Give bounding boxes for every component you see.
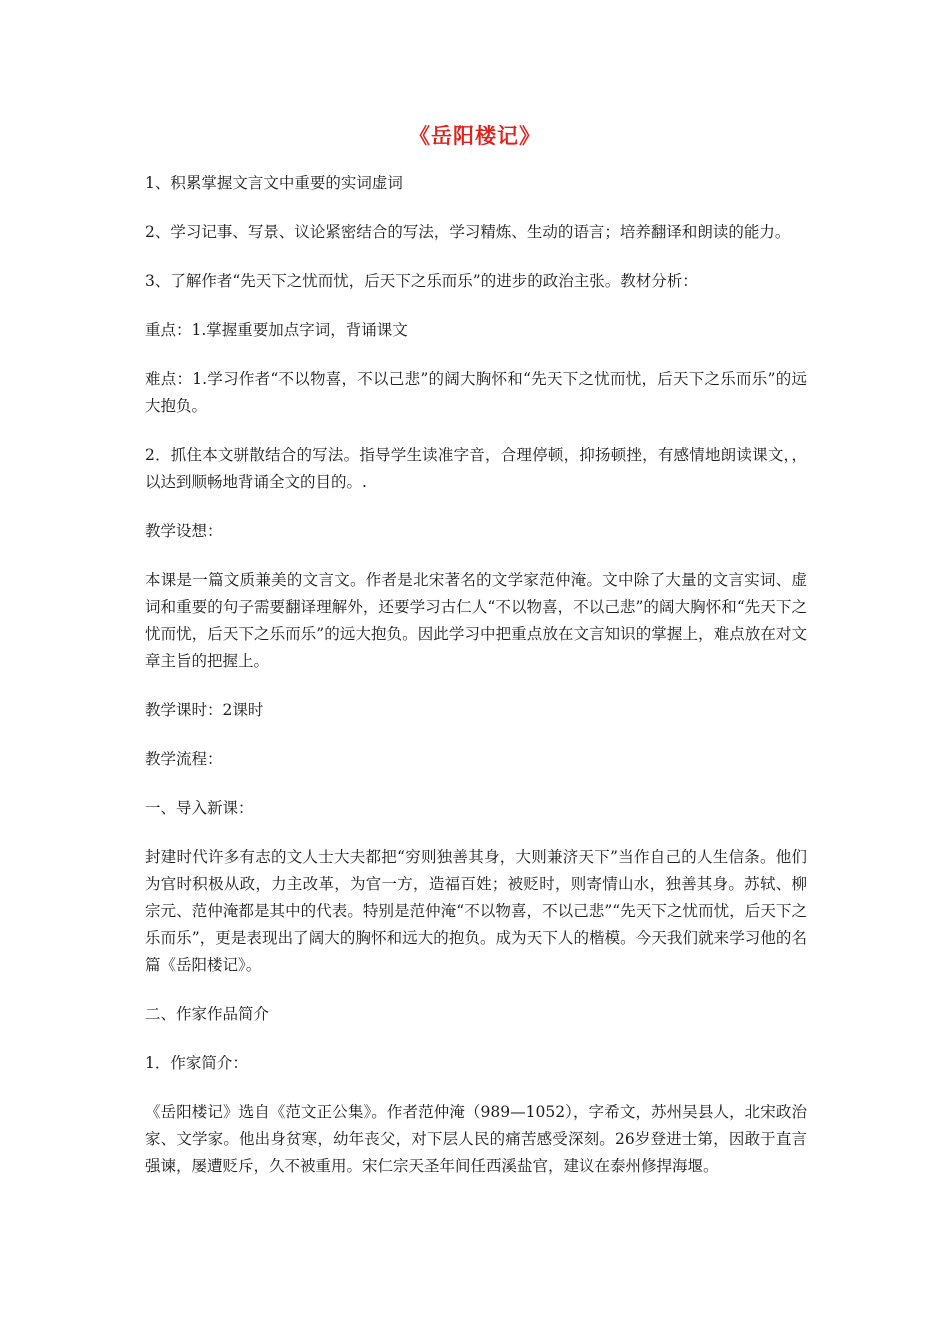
heading-teaching-process: 教学流程： xyxy=(145,750,223,768)
heading-author-works: 二、作家作品简介 xyxy=(145,1005,270,1023)
paragraph-objective-1: 1、积累掌握文言文中重要的实词虚词 xyxy=(145,174,403,192)
document-body xyxy=(145,170,807,1202)
paragraph-class-hours: 教学课时：2课时 xyxy=(145,701,264,719)
paragraph-author-intro: 《岳阳楼记》选自《范文正公集》。作者范仲淹（989—1052），字希文，苏州吴县人，北宋政治家、文学家。他出身贫寒，幼年丧父，对下层人民的痛苦感受深刻。26岁登进士第，因敢于直言强谏，屡遭贬斥，久不被重用。宋仁宗天圣年间任西溪盐官，建议在泰州修捍海堰。 xyxy=(145,1103,807,1175)
paragraph-introduction: 封建时代许多有志的文人士大夫都把“穷则独善其身，大则兼济天下”当作自己的人生信条。他们为官时积极从政，力主改革，为官一方，造福百姓；被贬时，则寄情山水，独善其身。苏轼、柳宗元、范仲淹都是其中的代表。特别是范仲淹“不以物喜，不以己悲”“先天下之忧而忧，后天下之乐而乐”，更是表现出了阔大的胸怀和远大的抱负。成为天下人的楷模。今天我们就来学习他的名篇《岳阳楼记》。 xyxy=(145,848,807,974)
paragraph-objective-3: 3、了解作者“先天下之忧而忧，后天下之乐而乐”的进步的政治主张。教材分析： xyxy=(145,272,698,290)
document-title: 《岳阳楼记》 xyxy=(409,124,541,148)
heading-teaching-idea: 教学设想： xyxy=(145,522,223,540)
heading-introduction: 一、导入新课： xyxy=(145,799,254,817)
paragraph-key-points: 重点：1.掌握重要加点字词，背诵课文 xyxy=(145,321,408,339)
heading-author-intro: 1．作家简介： xyxy=(145,1054,248,1072)
paragraph-difficulties: 难点：1.学习作者“不以物喜，不以己悲”的阔大胸怀和“先天下之忧而忧，后天下之乐而乐”的远大抱负。 xyxy=(145,370,807,415)
paragraph-difficulty-2: 2．抓住本文骈散结合的写法。指导学生读准字音，合理停顿，抑扬顿挫，有感情地朗读课文，，以达到顺畅地背诵全文的目的。. xyxy=(145,446,807,491)
paragraph-objective-2: 2、学习记事、写景、议论紧密结合的写法，学习精炼、生动的语言；培养翻译和朗读的能力。 xyxy=(145,223,791,241)
paragraph-teaching-idea: 本课是一篇文质兼美的文言文。作者是北宋著名的文学家范仲淹。文中除了大量的文言实词、虚词和重要的句子需要翻译理解外，还要学习古仁人“不以物喜，不以己悲”的阔大胸怀和“先天下之忧而忧，后天下之乐而乐”的远大抱负。因此学习中把重点放在文言知识的掌握上，难点放在对文章主旨的把握上。 xyxy=(145,571,807,670)
